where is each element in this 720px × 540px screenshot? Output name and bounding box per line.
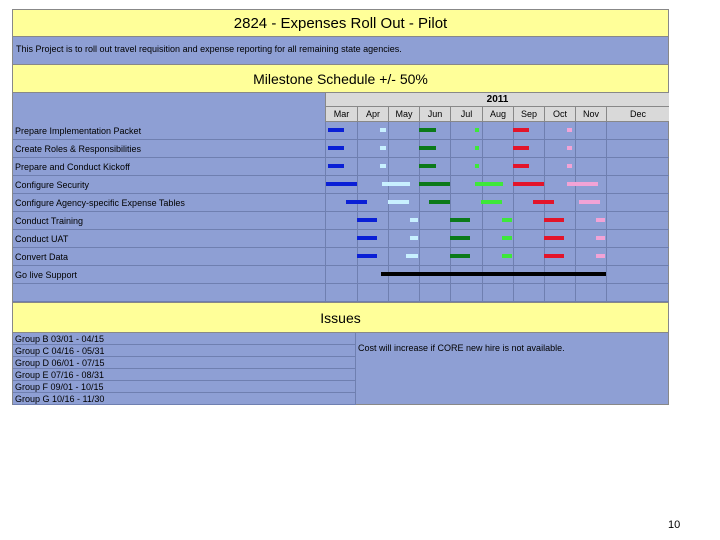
gantt-bar-darkgreen	[419, 146, 436, 150]
gantt-bar-pink	[567, 128, 572, 132]
milestone-schedule-header: Milestone Schedule +/- 50%	[13, 65, 668, 93]
task-label: Configure Agency-specific Expense Tables	[13, 194, 325, 212]
gantt-bar-pink	[567, 164, 572, 168]
gantt-bar-blue	[357, 236, 377, 240]
gantt-bar-green	[475, 182, 503, 186]
gantt-bar-darkgreen	[450, 236, 470, 240]
month-header-mar: Mar	[325, 107, 357, 122]
task-label: Create Roles & Responsibilities	[13, 140, 325, 158]
gantt-bar-green	[475, 128, 479, 132]
task-label: Conduct Training	[13, 212, 325, 230]
issue-group-label: Group B 03/01 - 04/15	[13, 333, 355, 345]
gantt-bar-blue	[326, 182, 357, 186]
gantt-bar-red	[513, 128, 529, 132]
grid-vline	[606, 122, 607, 302]
gantt-bar-green	[502, 236, 512, 240]
issue-group-label: Group G 10/16 - 11/30	[13, 393, 355, 405]
gantt-bar-blue	[328, 146, 344, 150]
task-label: Conduct UAT	[13, 230, 325, 248]
month-header-apr: Apr	[357, 107, 388, 122]
row-divider	[13, 283, 669, 284]
gantt-bar-blue	[357, 218, 377, 222]
gantt-bar-darkgreen	[450, 254, 470, 258]
page-number: 10	[668, 519, 681, 531]
gantt-bar-red	[544, 236, 564, 240]
issue-group-label: Group C 04/16 - 05/31	[13, 345, 355, 357]
month-header-dec: Dec	[606, 107, 669, 122]
gantt-bar-green	[475, 164, 479, 168]
gantt-bar-green	[502, 218, 512, 222]
gantt-bar-lightblue	[380, 164, 386, 168]
gantt-bar-lightblue	[388, 200, 409, 204]
slide-frame	[12, 9, 669, 405]
task-label: Prepare Implementation Packet	[13, 122, 325, 140]
gantt-bar-pink	[567, 146, 572, 150]
gantt-bar-green	[475, 146, 479, 150]
gantt-bar-darkgreen	[450, 218, 470, 222]
issue-group-label: Group D 06/01 - 07/15	[13, 357, 355, 369]
gantt-bar-blue	[346, 200, 367, 204]
gantt-bar-lightblue	[406, 254, 418, 258]
gantt-bar-darkgreen	[419, 164, 436, 168]
gantt-bar-pink	[596, 236, 605, 240]
gantt-bar-red	[513, 146, 529, 150]
issue-group-label: Group F 09/01 - 10/15	[13, 381, 355, 393]
gantt-bar-red	[544, 218, 564, 222]
issues-header: Issues	[13, 302, 668, 333]
issue-group-label: Group E 07/16 - 08/31	[13, 369, 355, 381]
gantt-bar-black	[381, 272, 606, 276]
gantt-bar-lightblue	[380, 128, 386, 132]
gantt-bar-red	[544, 254, 564, 258]
grid-vline	[325, 122, 326, 302]
month-header-sep: Sep	[513, 107, 544, 122]
gantt-bar-green	[481, 200, 502, 204]
month-header-jul: Jul	[450, 107, 482, 122]
gantt-bar-lightblue	[410, 236, 418, 240]
grid-vline	[357, 122, 358, 302]
issues-divider	[355, 333, 356, 405]
year-header: 2011	[325, 93, 669, 107]
gantt-bar-lightblue	[380, 146, 386, 150]
month-header-oct: Oct	[544, 107, 575, 122]
gantt-bar-green	[502, 254, 512, 258]
issue-note: Cost will increase if CORE new hire is not available.	[358, 343, 565, 353]
gantt-bar-pink	[596, 218, 605, 222]
gantt-bar-darkgreen	[419, 128, 436, 132]
project-description: This Project is to roll out travel requisition and expense reporting for all remaining state agencies.	[13, 37, 668, 65]
gantt-bar-pink	[596, 254, 605, 258]
gantt-bar-blue	[328, 128, 344, 132]
month-header-nov: Nov	[575, 107, 606, 122]
month-header-jun: Jun	[419, 107, 450, 122]
task-label: Convert Data	[13, 248, 325, 266]
task-label: Go live Support	[13, 266, 325, 284]
task-label: Prepare and Conduct Kickoff	[13, 158, 325, 176]
gantt-bar-red	[513, 182, 544, 186]
gantt-bar-red	[533, 200, 554, 204]
gantt-bar-pink	[579, 200, 600, 204]
gantt-bar-blue	[328, 164, 344, 168]
gantt-bar-pink	[567, 182, 598, 186]
gantt-bar-darkgreen	[429, 200, 450, 204]
month-header-may: May	[388, 107, 419, 122]
gantt-bar-blue	[357, 254, 377, 258]
gantt-bar-darkgreen	[419, 182, 450, 186]
gantt-bar-lightblue	[382, 182, 410, 186]
gantt-bar-lightblue	[410, 218, 418, 222]
gantt-bar-red	[513, 164, 529, 168]
task-label: Configure Security	[13, 176, 325, 194]
page-title: 2824 - Expenses Roll Out - Pilot	[13, 10, 668, 37]
month-header-aug: Aug	[482, 107, 513, 122]
